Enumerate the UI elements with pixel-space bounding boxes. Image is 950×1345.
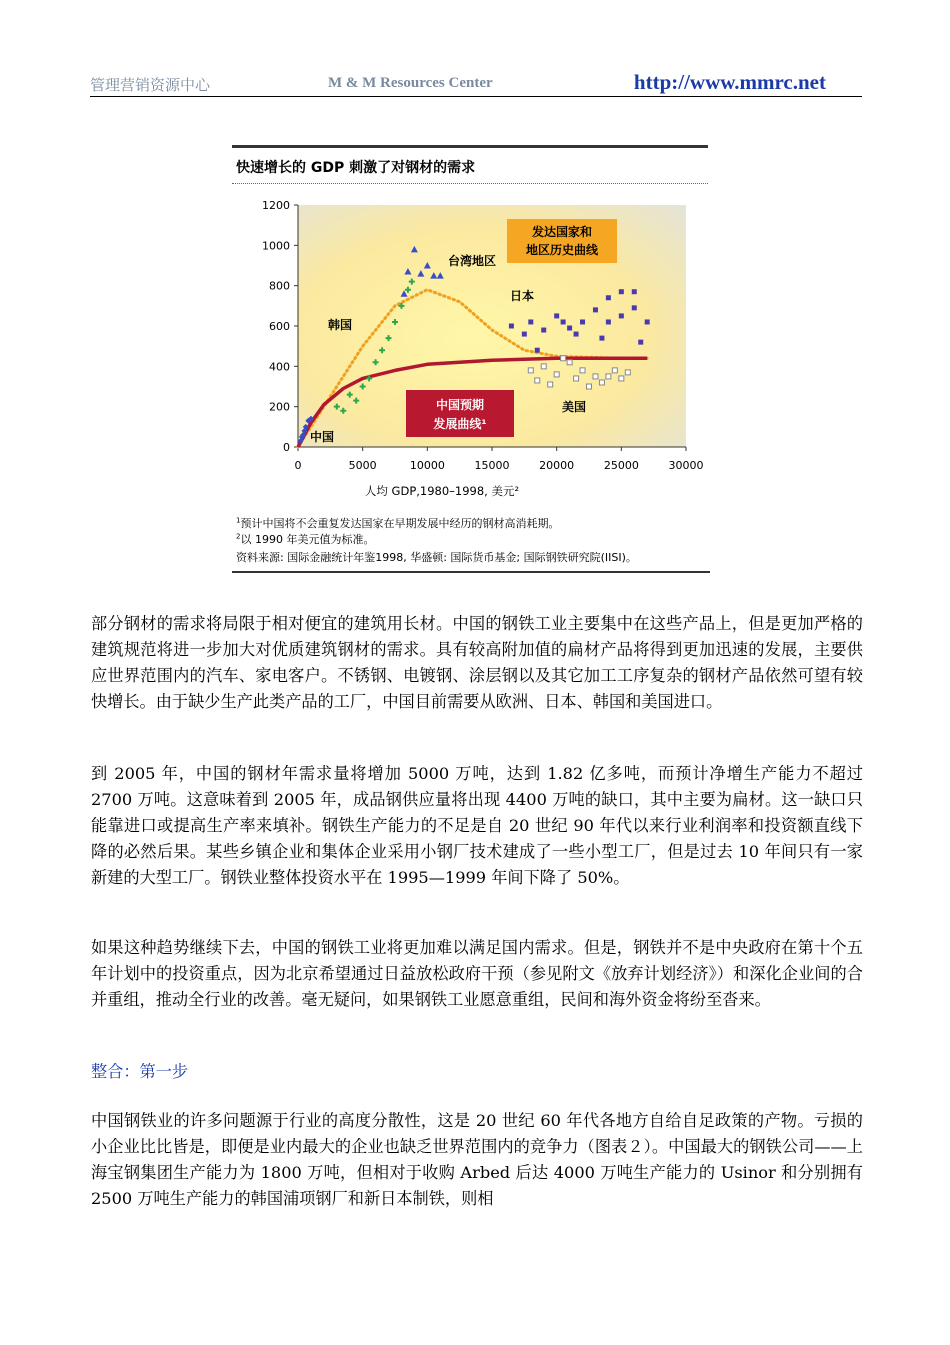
y-tick-label: 400 (269, 360, 290, 374)
y-tick-label: 600 (269, 320, 290, 333)
x-axis-label: 人均 GDP,1980–1998, 美元² (364, 484, 520, 498)
data-point (554, 313, 559, 318)
footnote-1-text: 预计中国将不会重复发达国家在早期发展中经历的钢材高消耗期。 (240, 517, 560, 530)
data-point (580, 319, 585, 324)
y-tick-label: 800 (269, 279, 290, 293)
figure-footnote-2: $^2$以 1990 年美元值为标准。 (236, 532, 375, 546)
figure-title: 快速增长的 GDP 刺激了对钢材的需求 (236, 160, 476, 176)
paragraph-2: 到 2005 年，中国的钢材年需求量将增加 5000 万吨，达到 1.82 亿多吨，而预计净增生产能力不超过 2700 万吨。这意味着到 2005 年，成品钢供应量将出现 4400 万吨的缺口，其中主要为扁材。这一缺口只能靠进口或提高生产率来填补。钢铁生产能力的不足是自 20 世纪 90 年代以来行业利润率和投资额直线下降的必然后果。某些乡镇企业和集体企业采用小钢厂技术建成了一些小型工厂，但是过去 10 年间只有一家新建的大型工厂。钢铁业整体投资水平在 1995—1999 年间下降了 50%。 (91, 764, 863, 887)
paragraph-3: 如果这种趋势继续下去，中国的钢铁工业将更加难以满足国内需求。但是，钢铁并不是中央政府在第十个五年计划中的投资重点，因为北京希望通过日益放松政府干预（参见附文《放弃计划经济》）和深化企业间的合并重组，推动全行业的改善。毫无疑问，如果钢铁工业愿意重组，民间和海外资金将纷至沓来。 (91, 938, 863, 1009)
paragraph-4: 中国钢铁业的许多问题源于行业的高度分散性，这是 20 世纪 60 年代各地方自给自足政策的产物。亏损的小企业比比皆是，即便是业内最大的企业也缺乏世界范围内的竞争力（图表２）。中国最大的钢铁公司——上海宝钢集团生产能力为 1800 万吨，但相对于收购 Arbed 后达 4000 万吨生产能力的 Usinor 和分别拥有 2500 万吨生产能力的韩国浦项钢厂和新日本制铁，则相 (91, 1111, 863, 1208)
header-center-title: M & M Resources Center (328, 75, 493, 91)
data-point (554, 372, 559, 377)
y-tick-label: 200 (269, 400, 290, 414)
y-tick-label: 1200 (262, 199, 290, 212)
data-point (606, 319, 611, 324)
data-point (606, 374, 611, 379)
data-point (561, 319, 566, 324)
label-taiwan: 台湾地区 (448, 254, 497, 268)
label-korea: 韩国 (328, 318, 353, 332)
data-point (522, 332, 527, 337)
figure-footnote-1: $^1$预计中国将不会重复发达国家在早期发展中经历的钢材高消耗期。 (236, 516, 560, 530)
x-tick-label: 0 (294, 459, 302, 472)
china-curve-label-line2: 发展曲线¹ (433, 417, 487, 431)
data-point (599, 336, 604, 341)
data-point (587, 384, 592, 389)
data-point (541, 364, 546, 369)
data-point (541, 328, 546, 333)
data-point (612, 368, 617, 373)
figure-bottom-rule (232, 571, 710, 573)
data-point (593, 307, 598, 312)
x-tick-label: 15000 (474, 459, 510, 472)
data-point (645, 319, 650, 324)
data-point (574, 332, 579, 337)
label-japan: 日本 (510, 289, 535, 303)
developed-curve-label-line1: 发达国家和 (531, 225, 593, 239)
header-org-name: 管理营销资源中心 (90, 76, 211, 94)
x-tick-label: 25000 (603, 459, 639, 472)
figure-source: 资料来源: 国际金融统计年鉴1998, 华盛顿: 国际货币基金; 国际钢铁研究院(IISI)。 (236, 551, 637, 564)
data-point (632, 289, 637, 294)
data-point (561, 356, 566, 361)
data-point (619, 376, 624, 381)
x-tick-label: 5000 (348, 459, 377, 472)
header-url-link[interactable]: http://www.mmrc.net (633, 70, 826, 94)
footnote-2-text: 以 1990 年美元值为标准。 (240, 533, 375, 546)
page-header (90, 70, 862, 97)
paragraph-1: 部分钢材的需求将局限于相对便宜的建筑用长材。中国的钢铁工业主要集中在这些产品上，但是更加严格的建筑规范将进一步加大对优质建筑钢材的需求。具有较高附加值的扁材产品将得到更加迅速的发展，主要供应世界范围内的汽车、家电客户。不锈钢、电镀钢、涂层钢以及其它加工工序复杂的钢材产品依然可望有较快增长。由于缺少生产此类产品的工厂，中国目前需要从欧洲、日本、韩国和美国进口。 (91, 614, 863, 711)
data-point (632, 305, 637, 310)
data-point (535, 378, 540, 383)
data-point (528, 319, 533, 324)
section-title-consolidation: 整合：第一步 (91, 1062, 189, 1081)
data-point (548, 382, 553, 387)
data-point (509, 324, 514, 329)
data-point (625, 370, 630, 375)
data-point (535, 348, 540, 353)
data-point (593, 374, 598, 379)
x-tick-label: 30000 (668, 459, 704, 472)
data-point (619, 313, 624, 318)
china-curve-label-line1: 中国预期 (435, 398, 485, 412)
data-point (567, 326, 572, 331)
data-point (567, 360, 572, 365)
developed-curve-label-line2: 地区历史曲线 (525, 243, 599, 257)
x-tick-label: 20000 (539, 459, 575, 472)
label-usa: 美国 (562, 400, 587, 414)
data-point (638, 340, 643, 345)
data-point (619, 289, 624, 294)
data-point (528, 368, 533, 373)
y-tick-label: 0 (283, 441, 290, 454)
x-tick-label: 10000 (409, 459, 445, 472)
label-china: 中国 (310, 430, 335, 444)
y-tick-label: 1000 (262, 239, 290, 253)
steel-demand-chart (232, 145, 710, 510)
data-point (574, 376, 579, 381)
data-point (606, 295, 611, 300)
data-point (580, 368, 585, 373)
data-point (599, 380, 604, 385)
